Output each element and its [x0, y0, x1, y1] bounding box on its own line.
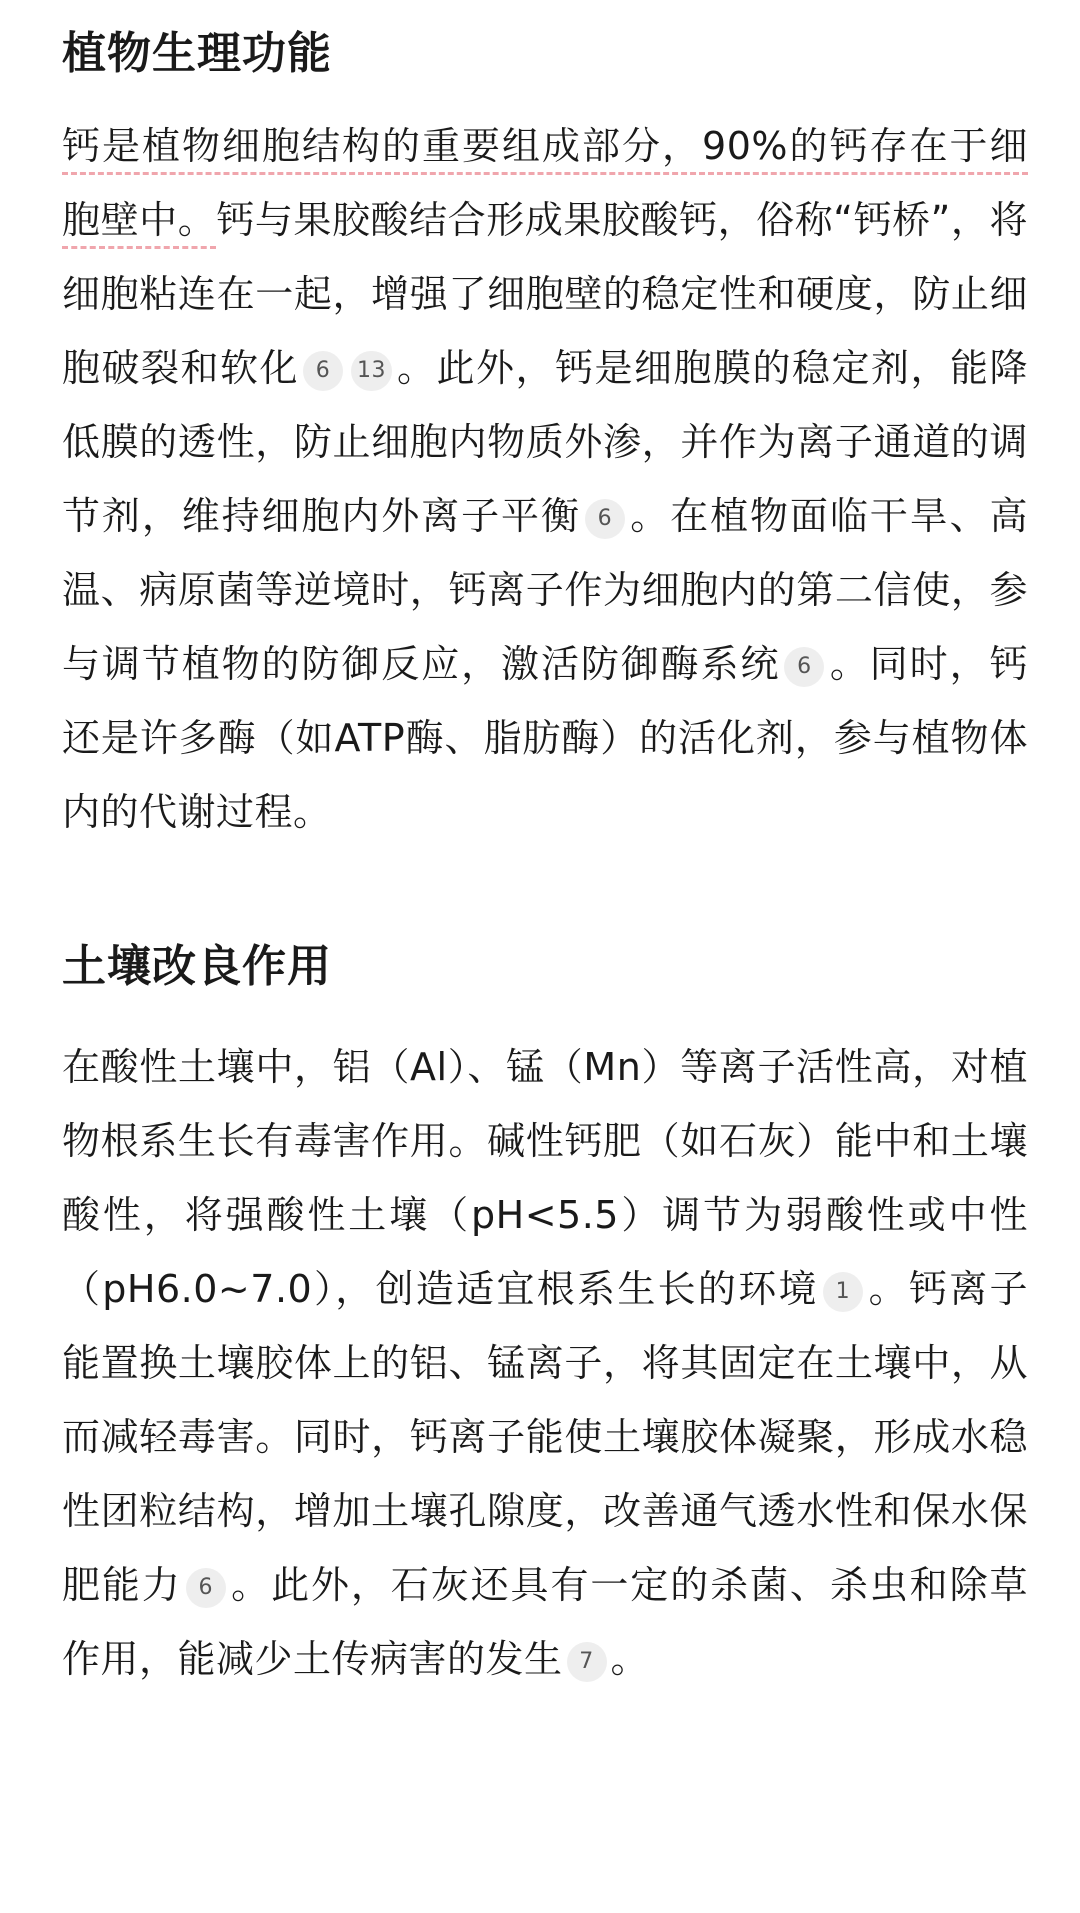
text-segment: 。此外，钙是细胞膜的稳定剂，能降低膜的透性，防止细胞内物质外渗，并作为离子通道的调节剂，维持细胞内外离子平衡 [62, 345, 1028, 538]
citation-badge[interactable]: 7 [567, 1642, 607, 1682]
text-segment: 钙与果胶酸结合形成果胶酸钙，俗称“钙桥”，将细胞粘连在一起，增强了细胞壁的稳定性和硬度，防止细胞破裂和软化 [62, 197, 1028, 390]
text-segment: 。 [610, 1636, 650, 1681]
citation-badge[interactable]: 6 [186, 1568, 226, 1608]
text-segment: 。在植物面临干旱、高温、病原菌等逆境时，钙离子作为细胞内的第二信使，参与调节植物的防御反应，激活防御酶系统 [62, 493, 1028, 686]
paragraph-plant-physiology [62, 109, 1028, 849]
highlighted-sentence[interactable]: 钙是植物细胞结构的重要组成部分，90%的钙存在于细胞壁中。 [62, 124, 1028, 249]
citation-badge[interactable]: 1 [823, 1272, 863, 1312]
citation-badge[interactable]: 6 [585, 499, 625, 539]
text-segment: 。钙离子能置换土壤胶体上的铝、锰离子，将其固定在土壤中，从而减轻毒害。同时，钙离子能使土壤胶体凝聚，形成水稳性团粒结构，增加土壤孔隙度，改善通气透水性和保水保肥能力 [62, 1266, 1028, 1607]
section-title-soil-improvement: 土壤改良作用 [62, 940, 332, 992]
text-segment: 在酸性土壤中，铝（Al）、锰（Mn）等离子活性高，对植物根系生长有毒害作用。碱性钙肥（如石灰）能中和土壤酸性，将强酸性土壤（pH<5.5）调节为弱酸性或中性（pH6.0~7.0），创造适宜根系生长的环境 [62, 1044, 1028, 1311]
section-title-plant-physiology: 植物生理功能 [62, 28, 332, 79]
citation-badge[interactable]: 13 [351, 351, 392, 391]
text-segment: 。同时，钙还是许多酶（如ATP酶、脂肪酶）的活化剂，参与植物体内的代谢过程。 [62, 641, 1028, 834]
paragraph-soil-improvement [62, 1030, 1028, 1696]
citation-badge[interactable]: 6 [303, 351, 343, 391]
text-segment: 。此外，石灰还具有一定的杀菌、杀虫和除草作用，能减少土传病害的发生 [62, 1562, 1028, 1681]
citation-badge[interactable]: 6 [784, 647, 824, 687]
